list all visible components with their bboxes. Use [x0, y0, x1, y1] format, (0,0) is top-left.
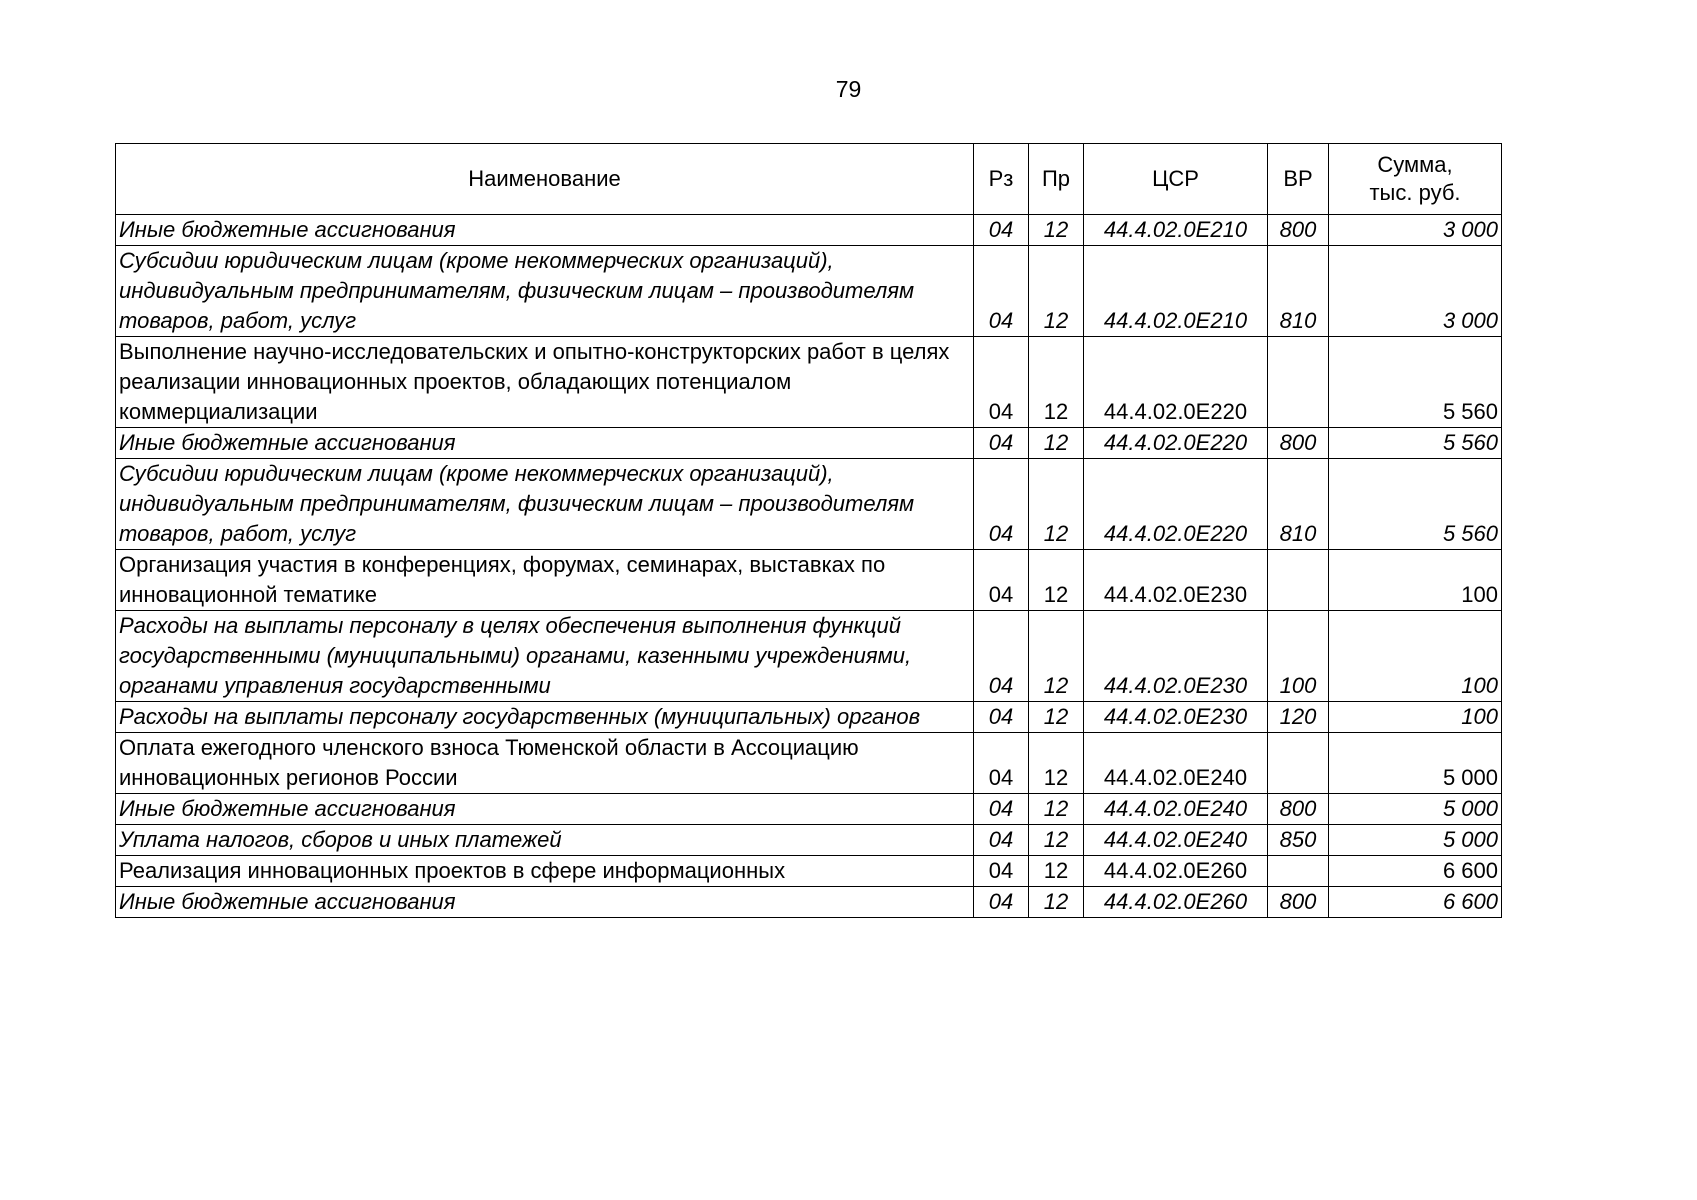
- row-csr: 44.4.02.0Е210: [1084, 215, 1268, 246]
- row-name: Реализация инновационных проектов в сфере информационных: [116, 856, 974, 887]
- row-csr: 44.4.02.0Е230: [1084, 611, 1268, 702]
- row-csr: 44.4.02.0Е240: [1084, 733, 1268, 794]
- row-rz: 04: [974, 825, 1029, 856]
- header-vr: ВР: [1268, 144, 1329, 215]
- row-vr: 800: [1268, 794, 1329, 825]
- row-pr: 12: [1029, 887, 1084, 918]
- row-vr: [1268, 550, 1329, 611]
- row-sum: 100: [1329, 611, 1502, 702]
- row-sum: 5 000: [1329, 733, 1502, 794]
- row-name: Иные бюджетные ассигнования: [116, 428, 974, 459]
- row-rz: 04: [974, 611, 1029, 702]
- row-sum: 6 600: [1329, 887, 1502, 918]
- row-pr: 12: [1029, 550, 1084, 611]
- header-csr: ЦСР: [1084, 144, 1268, 215]
- row-rz: 04: [974, 337, 1029, 428]
- row-vr: 810: [1268, 459, 1329, 550]
- row-name: Иные бюджетные ассигнования: [116, 794, 974, 825]
- table-row: [116, 702, 1502, 733]
- row-sum: 5 560: [1329, 459, 1502, 550]
- header-rz: Рз: [974, 144, 1029, 215]
- row-rz: 04: [974, 887, 1029, 918]
- table-row: [116, 887, 1502, 918]
- row-csr: 44.4.02.0Е230: [1084, 550, 1268, 611]
- row-csr: 44.4.02.0Е260: [1084, 856, 1268, 887]
- table-row: [116, 337, 1502, 428]
- row-vr: 120: [1268, 702, 1329, 733]
- row-pr: 12: [1029, 825, 1084, 856]
- page-number: 79: [835, 76, 862, 102]
- row-rz: 04: [974, 733, 1029, 794]
- row-pr: 12: [1029, 215, 1084, 246]
- row-name: Иные бюджетные ассигнования: [116, 887, 974, 918]
- row-pr: 12: [1029, 428, 1084, 459]
- row-name: Расходы на выплаты персоналу в целях обеспечения выполнения функций государственными (муниципальными) органами, казенными учреждениями, органами управления государственными: [116, 611, 974, 702]
- row-vr: [1268, 733, 1329, 794]
- table-row: [116, 611, 1502, 702]
- row-sum: 100: [1329, 702, 1502, 733]
- header-name: Наименование: [116, 144, 974, 215]
- row-csr: 44.4.02.0Е210: [1084, 246, 1268, 337]
- row-rz: 04: [974, 702, 1029, 733]
- row-rz: 04: [974, 215, 1029, 246]
- row-sum: 3 000: [1329, 246, 1502, 337]
- row-sum: 5 560: [1329, 428, 1502, 459]
- row-sum: 3 000: [1329, 215, 1502, 246]
- row-pr: 12: [1029, 611, 1084, 702]
- table-row: [116, 215, 1502, 246]
- row-csr: 44.4.02.0Е230: [1084, 702, 1268, 733]
- row-vr: 850: [1268, 825, 1329, 856]
- row-pr: 12: [1029, 337, 1084, 428]
- row-pr: 12: [1029, 702, 1084, 733]
- row-sum: 6 600: [1329, 856, 1502, 887]
- row-vr: [1268, 856, 1329, 887]
- row-name: Субсидии юридическим лицам (кроме некоммерческих организаций), индивидуальным предпринимателям, физическим лицам – производителям товаров, работ, услуг: [116, 459, 974, 550]
- table-row: [116, 550, 1502, 611]
- row-csr: 44.4.02.0Е240: [1084, 794, 1268, 825]
- row-vr: 810: [1268, 246, 1329, 337]
- row-vr: 800: [1268, 215, 1329, 246]
- header-sum: [1329, 144, 1502, 215]
- row-rz: 04: [974, 246, 1029, 337]
- row-rz: 04: [974, 550, 1029, 611]
- row-pr: 12: [1029, 246, 1084, 337]
- row-csr: 44.4.02.0Е220: [1084, 459, 1268, 550]
- row-name: Организация участия в конференциях, форумах, семинарах, выставках по инновационной тематике: [116, 550, 974, 611]
- row-pr: 12: [1029, 856, 1084, 887]
- table-row: [116, 856, 1502, 887]
- row-name: Выполнение научно-исследовательских и опытно-конструкторских работ в целях реализации инновационных проектов, обладающих потенциалом коммерциализации: [116, 337, 974, 428]
- row-rz: 04: [974, 459, 1029, 550]
- row-vr: 800: [1268, 887, 1329, 918]
- table-row: [116, 246, 1502, 337]
- table-row: [116, 459, 1502, 550]
- row-csr: 44.4.02.0Е260: [1084, 887, 1268, 918]
- row-csr: 44.4.02.0Е220: [1084, 337, 1268, 428]
- row-rz: 04: [974, 794, 1029, 825]
- row-pr: 12: [1029, 794, 1084, 825]
- header-sum-line1: Сумма,: [1377, 152, 1453, 177]
- row-pr: 12: [1029, 459, 1084, 550]
- row-name: Уплата налогов, сборов и иных платежей: [116, 825, 974, 856]
- header-pr: Пр: [1029, 144, 1084, 215]
- row-sum: 5 560: [1329, 337, 1502, 428]
- table-row: [116, 733, 1502, 794]
- row-name: Субсидии юридическим лицам (кроме некоммерческих организаций), индивидуальным предпринимателям, физическим лицам – производителям товаров, работ, услуг: [116, 246, 974, 337]
- row-rz: 04: [974, 428, 1029, 459]
- row-vr: 800: [1268, 428, 1329, 459]
- row-sum: 100: [1329, 550, 1502, 611]
- budget-table: [115, 143, 1502, 918]
- table-row: [116, 825, 1502, 856]
- table-row: [116, 794, 1502, 825]
- row-rz: 04: [974, 856, 1029, 887]
- table-header-row: [116, 144, 1502, 215]
- row-vr: 100: [1268, 611, 1329, 702]
- row-vr: [1268, 337, 1329, 428]
- row-name: Иные бюджетные ассигнования: [116, 215, 974, 246]
- header-sum-line2: тыс. руб.: [1369, 180, 1461, 205]
- row-sum: 5 000: [1329, 794, 1502, 825]
- row-name: Оплата ежегодного членского взноса Тюменской области в Ассоциацию инновационных регионов России: [116, 733, 974, 794]
- row-csr: 44.4.02.0Е240: [1084, 825, 1268, 856]
- row-name: Расходы на выплаты персоналу государственных (муниципальных) органов: [116, 702, 974, 733]
- row-csr: 44.4.02.0Е220: [1084, 428, 1268, 459]
- row-pr: 12: [1029, 733, 1084, 794]
- row-sum: 5 000: [1329, 825, 1502, 856]
- table-row: [116, 428, 1502, 459]
